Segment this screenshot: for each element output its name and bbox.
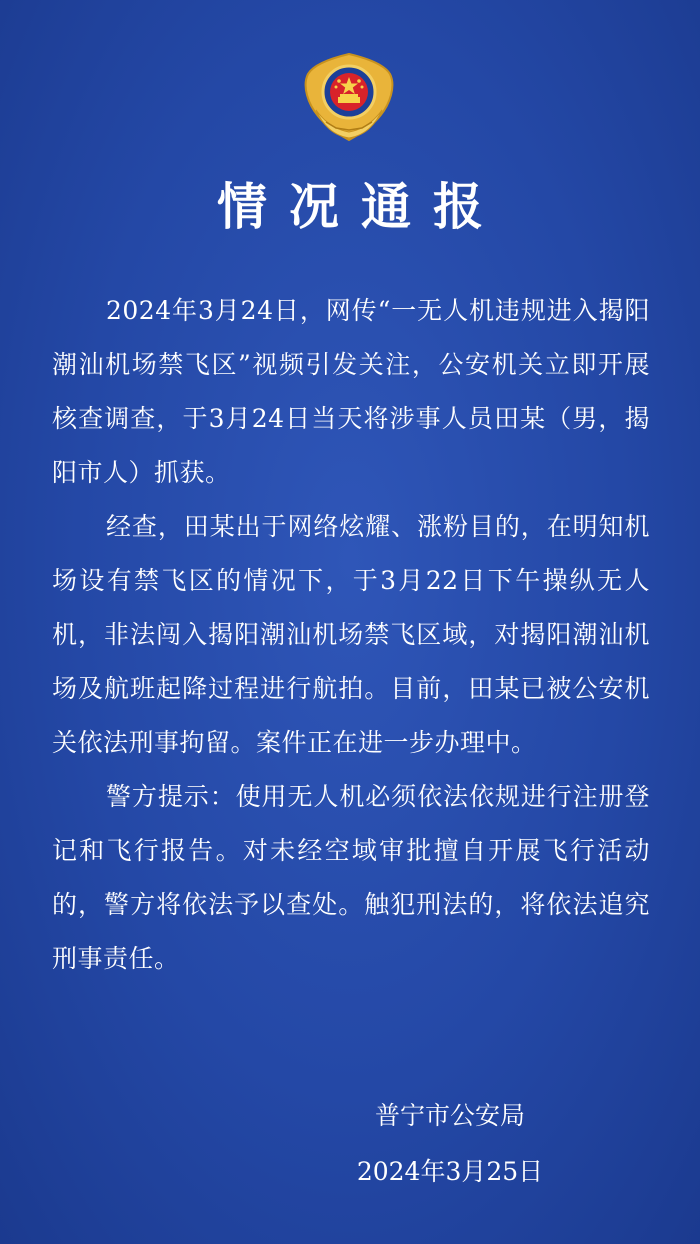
notice-paragraph-1: 2024年3月24日，网传“一无人机违规进入揭阳潮汕机场禁飞区”视频引发关注，公安机关立即开展核查调查，于3月24日当天将涉事人员田某（男，揭阳市人）抓获。 — [52, 296, 650, 487]
police-emblem-icon — [296, 52, 402, 144]
notice-title: 情况通报 — [217, 178, 505, 236]
notice-body — [52, 284, 650, 986]
signature-date: 2024年3月25日 — [356, 1157, 544, 1186]
notice-paragraph-3: 警方提示：使用无人机必须依法依规进行注册登记和飞行报告。对未经空域审批擅自开展飞行活动的，警方将依法予以查处。触犯刑法的，将依法追究刑事责任。 — [52, 782, 650, 973]
signature-organization: 普宁市公安局 — [374, 1101, 525, 1130]
notice-paragraph-2: 经查，田某出于网络炫耀、涨粉目的，在明知机场设有禁飞区的情况下，于3月22日下午操纵无人机，非法闯入揭阳潮汕机场禁飞区域，对揭阳潮汕机场及航班起降过程进行航拍。目前，田某已被公安机关依法刑事拘留。案件正在进一步办理中。 — [52, 512, 650, 757]
police-emblem-graphic — [296, 52, 402, 144]
